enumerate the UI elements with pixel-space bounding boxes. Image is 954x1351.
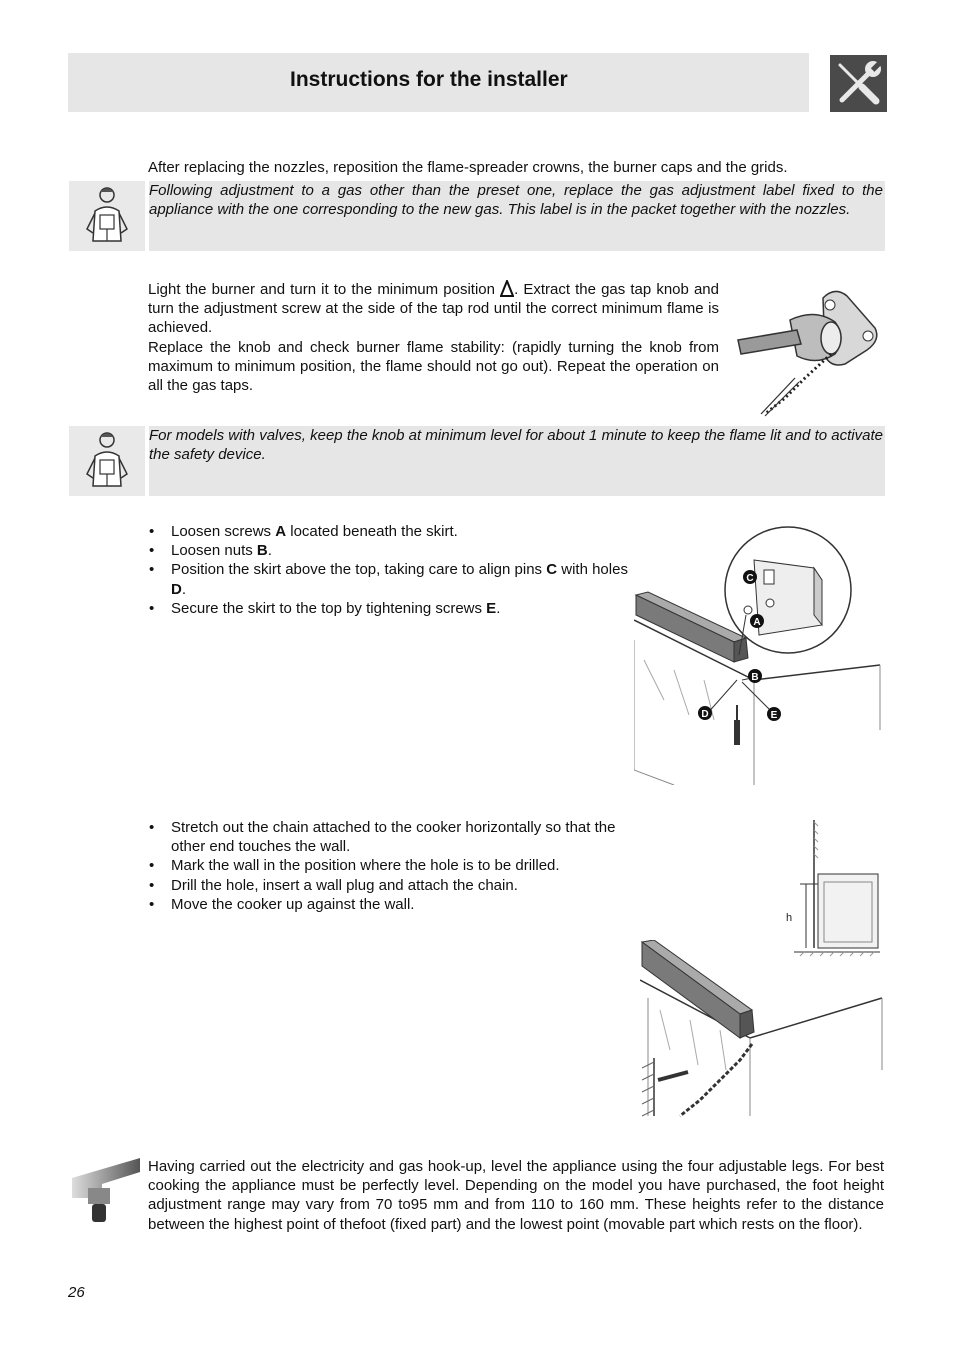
skirt-assembly-figure bbox=[634, 520, 884, 785]
figure-label-h: h bbox=[786, 912, 793, 924]
technician-icon bbox=[69, 181, 145, 251]
list-item: • Loosen screws A located beneath the skirt. bbox=[148, 522, 628, 541]
skirt-steps-list bbox=[148, 522, 628, 618]
minimum-text-3: Replace the knob and check burner flame stability: (rapidly turning the knob from maximum to minimum position, the flame should not go out). Repeat the operation on all the gas taps. bbox=[148, 338, 719, 395]
figure-label-a: A bbox=[753, 617, 761, 628]
figure-label-e: E bbox=[770, 710, 778, 721]
chain-steps-list bbox=[148, 818, 628, 914]
list-item: • Drill the hole, insert a wall plug and attach the chain. bbox=[148, 876, 628, 895]
list-item: • Secure the skirt to the top by tightening screws E. bbox=[148, 599, 628, 618]
list-item: • Loosen nuts B. bbox=[148, 541, 628, 560]
note-gas-label bbox=[69, 181, 885, 251]
list-item: • Mark the wall in the position where the hole is to be drilled. bbox=[148, 856, 628, 875]
list-item: • Stretch out the chain attached to the cooker horizontally so that the other end touches the wall. bbox=[148, 818, 628, 856]
note-text: Following adjustment to a gas other than the preset one, replace the gas adjustment label fixed to the appliance with the one corresponding to the new gas. This label is in the packet together with the nozzles. bbox=[149, 182, 883, 219]
figure-label-b: B bbox=[751, 672, 759, 683]
levelling-text: Having carried out the electricity and gas hook-up, level the appliance using the four adjustable legs. For best cooking the appliance must be perfectly level. Depending on the model you have purchased, the foot height adjustment range may vary from 70 to95 mm and from 110 to 160 mm. These heights refer to the distance between the highest point of thefoot (fixed part) and the lowest point (movable part which rests on the floor). bbox=[148, 1158, 884, 1233]
page-number: 26 bbox=[68, 1284, 85, 1301]
wrench-screwdriver-icon bbox=[830, 55, 887, 112]
wall-height-figure bbox=[780, 818, 884, 960]
minimum-flame-symbol-icon bbox=[500, 280, 514, 297]
figure-label-d: D bbox=[701, 709, 709, 720]
nozzles-text: After replacing the nozzles, reposition the flame-spreader crowns, the burner caps and the grids. bbox=[148, 159, 788, 176]
gas-tap-knob-figure bbox=[735, 278, 885, 418]
chain-attach-figure bbox=[640, 940, 884, 1118]
list-item: • Move the cooker up against the wall. bbox=[148, 895, 628, 914]
minimum-text-1: Light the burner and turn it to the minimum position bbox=[148, 281, 495, 298]
minimum-text-2: . Extract the gas tap knob and turn the adjustment screw at the side of the tap rod until the correct minimum flame is achieved. bbox=[148, 281, 719, 337]
technician-icon bbox=[69, 426, 145, 496]
note-valves bbox=[69, 426, 885, 496]
adjustable-leg-icon bbox=[72, 1158, 142, 1224]
note-text: For models with valves, keep the knob at minimum level for about 1 minute to keep the flame lit and to activate the safety device. bbox=[149, 427, 883, 464]
list-item: • Position the skirt above the top, taking care to align pins C with holes D. bbox=[148, 560, 628, 598]
minimum-flame-text bbox=[148, 280, 719, 395]
page-title: Instructions for the installer bbox=[290, 68, 568, 91]
page-header bbox=[68, 53, 809, 112]
figure-label-c: C bbox=[746, 573, 754, 584]
